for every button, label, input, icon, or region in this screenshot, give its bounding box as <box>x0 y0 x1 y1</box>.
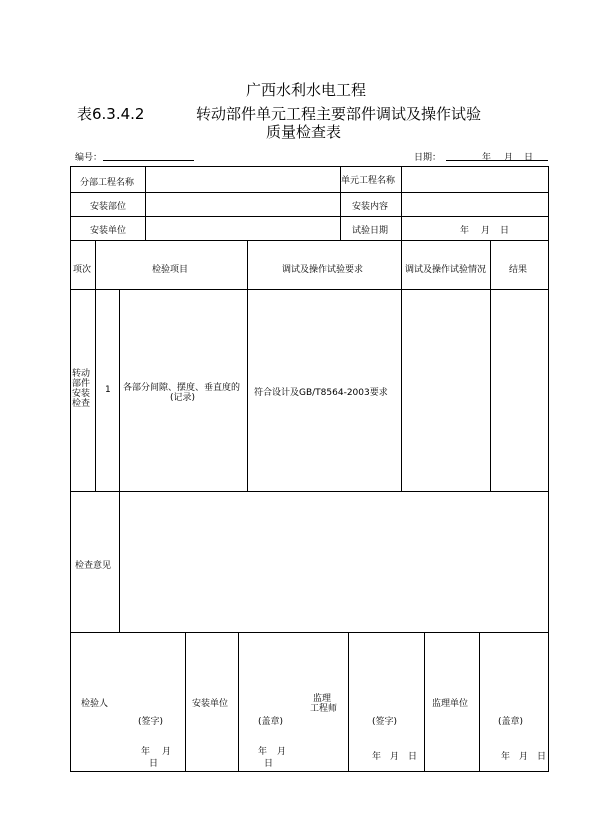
title-line-2: 质量检查表 <box>266 123 342 141</box>
anzhuang-danwei-label: 安装单位 <box>90 226 127 236</box>
code-label: 编号： <box>75 153 103 163</box>
date1-day: 日 <box>149 759 159 769</box>
date-label: 日期： <box>414 153 442 163</box>
sign1: (签字) <box>138 717 164 727</box>
sign2: (签字) <box>372 717 398 727</box>
code-field-line[interactable] <box>103 160 194 161</box>
opinion-field[interactable] <box>121 493 547 630</box>
col-jianyan-xiangmu: 检验项目 <box>152 265 189 275</box>
seal2: (盖章) <box>498 717 524 727</box>
date2-year: 年 <box>258 747 268 757</box>
shiyan-day: 日 <box>500 226 510 236</box>
date4: 年 月 日 <box>501 752 547 762</box>
col-qingkuang: 调试及操作试验情况 <box>405 265 487 275</box>
shiyan-month: 月 <box>481 226 491 236</box>
row-no: 1 <box>105 385 111 395</box>
anzhuang-neirong-label: 安装内容 <box>352 202 389 212</box>
table-number: 表6.3.4.2 <box>77 105 145 123</box>
date2-day: 日 <box>264 759 274 769</box>
date1-month: 月 <box>162 747 172 757</box>
danyuan-label: 单元工程名称 <box>341 176 396 186</box>
date2-month: 月 <box>277 747 287 757</box>
date-year: 年 <box>482 153 492 163</box>
row-result-cell[interactable] <box>491 290 548 490</box>
inspector-label: 检验人 <box>81 699 109 709</box>
supervision-unit-label: 监理单位 <box>432 699 469 709</box>
col-xiangci: 项次 <box>73 265 92 275</box>
install-unit-label: 安装单位 <box>192 699 229 709</box>
row-situation-cell[interactable] <box>402 290 489 490</box>
row-item-line1: 各部分间隙、摆度、垂直度的 <box>123 383 241 393</box>
shiyan-riqi-label: 试验日期 <box>352 226 389 236</box>
date1-year: 年 <box>141 747 151 757</box>
date3: 年 月 日 <box>372 752 418 762</box>
anzhuang-buwei-label: 安装部位 <box>90 202 127 212</box>
supervisor-label-2: 工程师 <box>310 704 338 714</box>
row-requirement: 符合设计及GB/T8564-2003要求 <box>254 388 388 398</box>
col-jieguo: 结果 <box>509 265 528 275</box>
col-yaoqiu: 调试及操作试验要求 <box>282 265 364 275</box>
title-line-1: 转动部件单元工程主要部件调试及操作试验 <box>196 105 482 123</box>
row-item-line2: (记录) <box>170 393 196 403</box>
shiyan-year: 年 <box>460 226 470 236</box>
date-day: 日 <box>524 153 534 163</box>
org-title: 广西水利水电工程 <box>246 81 367 99</box>
opinion-label: 检查意见 <box>75 561 112 571</box>
row-category: 转动部件安装检查 <box>72 369 91 409</box>
date-month: 月 <box>504 153 514 163</box>
supervisor-label-1: 监理 <box>313 694 332 704</box>
seal1: (盖章) <box>258 717 284 727</box>
fenbu-label: 分部工程名称 <box>80 178 135 188</box>
